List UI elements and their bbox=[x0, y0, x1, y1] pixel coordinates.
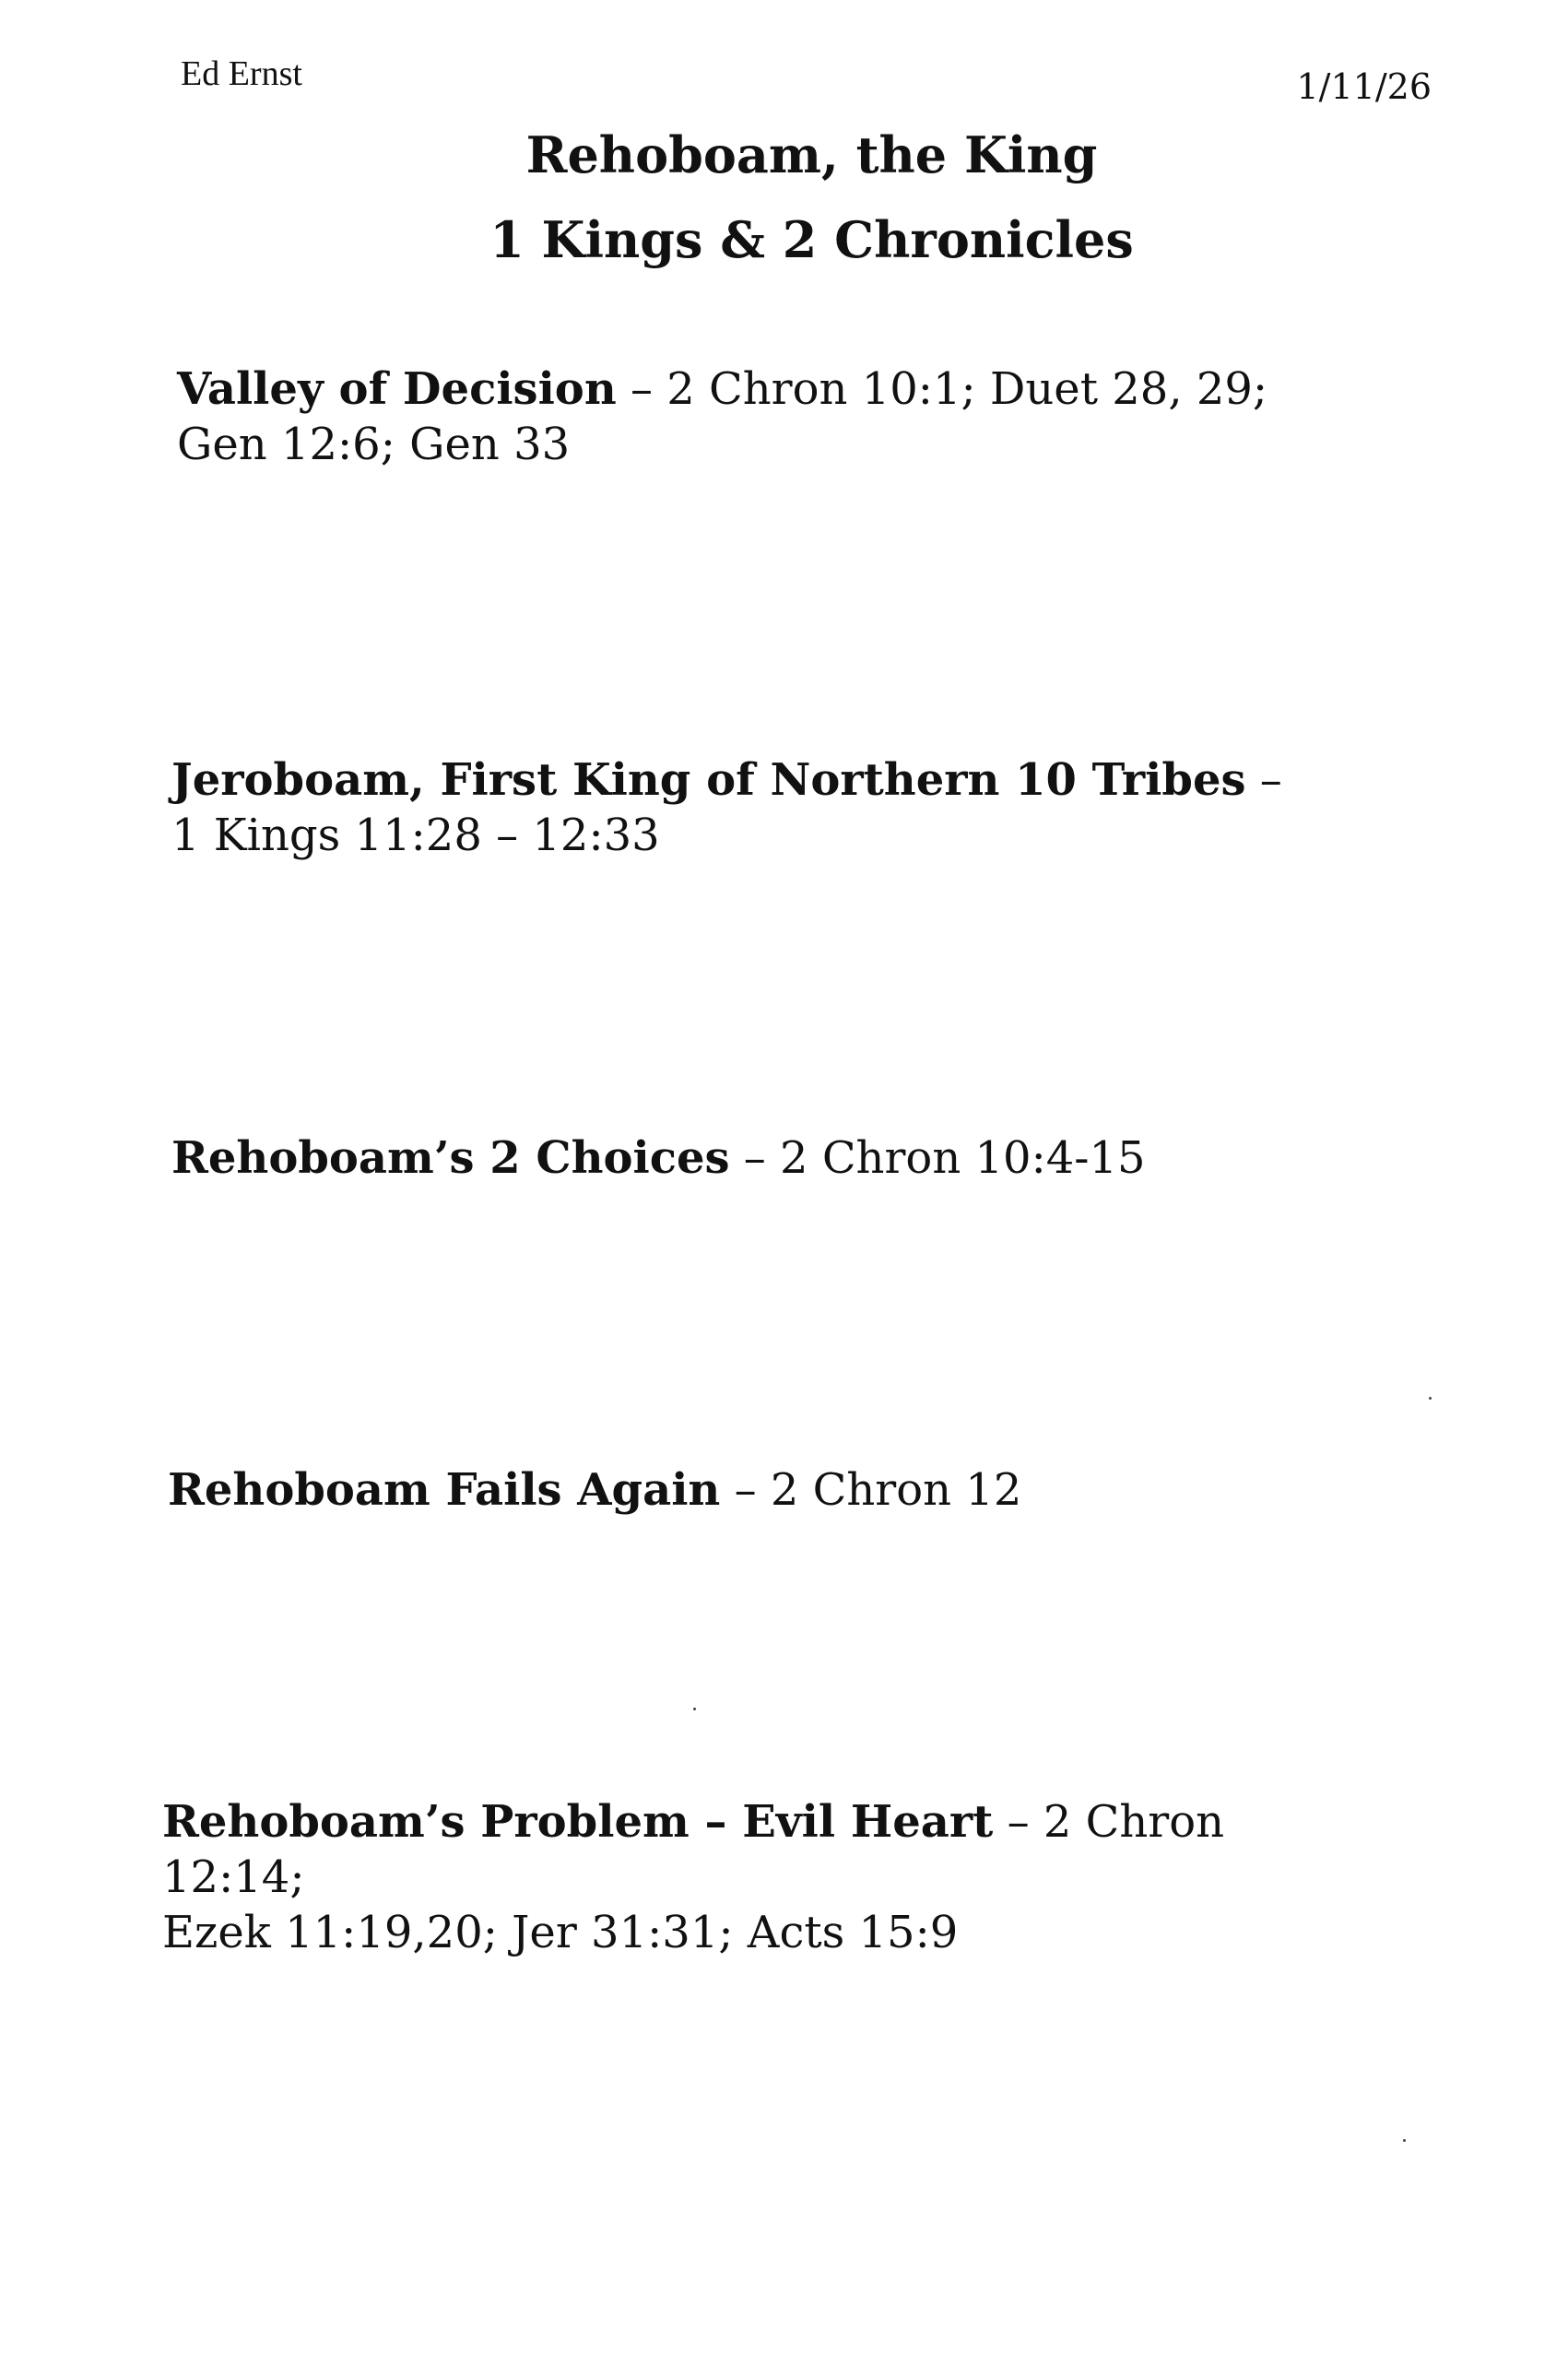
scan-speck bbox=[693, 1708, 696, 1710]
section-refs: – 2 Chron 10:4-15 bbox=[729, 1132, 1146, 1184]
section-heading: Rehoboam Fails Again bbox=[168, 1464, 721, 1516]
section-rehoboam-choices bbox=[171, 1130, 1370, 1186]
section-refs: – 2 Chron 10:1; Duet 28, 29; bbox=[616, 363, 1268, 415]
scan-speck bbox=[1429, 1397, 1432, 1400]
section-refs: – 2 Chron 12 bbox=[720, 1464, 1022, 1516]
document-title: Rehoboam, the King bbox=[525, 125, 1098, 184]
section-jeroboam bbox=[171, 752, 1370, 863]
section-refs-continued: 1 Kings 11:28 – 12:33 bbox=[171, 810, 660, 861]
section-heading: Rehoboam’s 2 Choices bbox=[171, 1132, 730, 1184]
author-name: Ed Ernst bbox=[181, 54, 302, 93]
section-refs-continued: Ezek 11:19,20; Jer 31:31; Acts 15:9 bbox=[162, 1907, 959, 1958]
section-refs: – bbox=[1245, 754, 1282, 806]
section-heading: Rehoboam’s Problem – Evil Heart bbox=[162, 1796, 994, 1848]
document-subtitle: 1 Kings & 2 Chronicles bbox=[489, 210, 1134, 269]
document-date: 1/11/26 bbox=[1296, 66, 1432, 107]
section-heading: Valley of Decision bbox=[177, 363, 617, 415]
section-refs-continued: Gen 12:6; Gen 33 bbox=[177, 419, 571, 470]
section-rehoboam-fails bbox=[168, 1462, 1366, 1518]
section-heading: Jeroboam, First King of Northern 10 Tribes bbox=[171, 754, 1246, 806]
scan-speck bbox=[1403, 2139, 1406, 2142]
section-valley-of-decision bbox=[177, 361, 1375, 472]
section-rehoboam-problem bbox=[162, 1794, 1361, 1960]
section-refs: – 2 Chron 12:14; bbox=[162, 1796, 1225, 1903]
